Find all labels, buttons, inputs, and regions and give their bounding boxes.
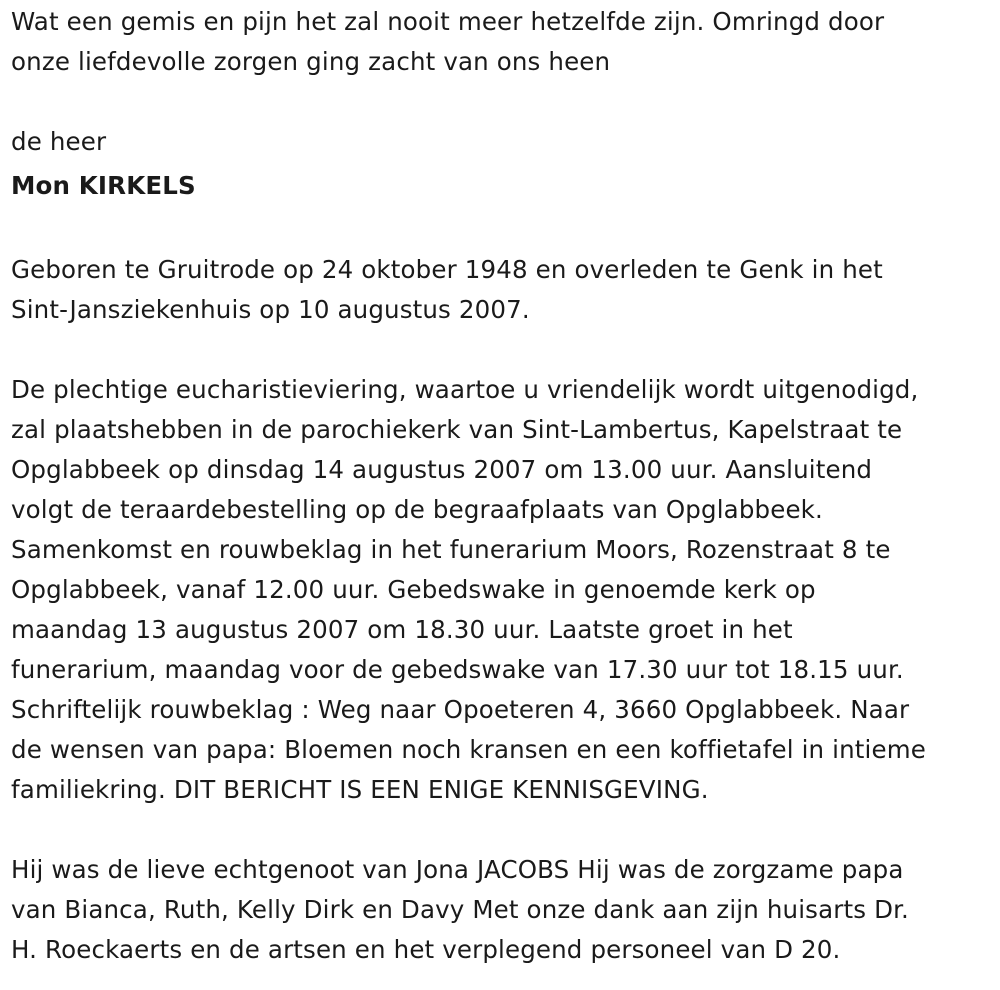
honorific-title: de heer [11, 127, 107, 156]
family-line: van Bianca, Ruth, Kelly Dirk en Davy Met onze dank aan zijn huisarts Dr. [11, 895, 909, 924]
spacer [11, 810, 991, 850]
spacer [11, 210, 991, 250]
ceremony-line: De plechtige eucharistieviering, waartoe u vriendelijk wordt uitgenodigd, [11, 375, 919, 404]
ceremony-line: maandag 13 augustus 2007 om 18.30 uur. Laatste groet in het [11, 615, 793, 644]
ceremony-line: funerarium, maandag voor de gebedswake van 17.30 uur tot 18.15 uur. [11, 655, 904, 684]
ceremony-line: zal plaatshebben in de parochiekerk van Sint-Lambertus, Kapelstraat te [11, 415, 903, 444]
obituary-document [11, 2, 991, 970]
intro-line-2: onze liefdevolle zorgen ging zacht van ons heen [11, 47, 611, 76]
intro-line-1: Wat een gemis en pijn het zal nooit meer hetzelfde zijn. Omringd door [11, 7, 885, 36]
deceased-name: Mon KIRKELS [11, 171, 196, 200]
ceremony-line: Opglabbeek, vanaf 12.00 uur. Gebedswake in genoemde kerk op [11, 575, 816, 604]
spacer [11, 82, 991, 122]
ceremony-line: Opglabbeek op dinsdag 14 augustus 2007 om 13.00 uur. Aansluitend [11, 455, 873, 484]
ceremony-line: familiekring. DIT BERICHT IS EEN ENIGE KENNISGEVING. [11, 775, 709, 804]
ceremony-line: de wensen van papa: Bloemen noch kransen en een koffietafel in intieme [11, 735, 926, 764]
ceremony-line: volgt de teraardebestelling op de begraafplaats van Opglabbeek. [11, 495, 823, 524]
family-line: H. Roeckaerts en de artsen en het verplegend personeel van D 20. [11, 935, 841, 964]
ceremony-line: Samenkomst en rouwbeklag in het funerarium Moors, Rozenstraat 8 te [11, 535, 891, 564]
birth-death-line-1: Geboren te Gruitrode op 24 oktober 1948 en overleden te Genk in het [11, 255, 883, 284]
ceremony-line: Schriftelijk rouwbeklag : Weg naar Opoeteren 4, 3660 Opglabbeek. Naar [11, 695, 910, 724]
birth-death-line-2: Sint-Jansziekenhuis op 10 augustus 2007. [11, 295, 530, 324]
spacer [11, 330, 991, 370]
family-line: Hij was de lieve echtgenoot van Jona JACOBS Hij was de zorgzame papa [11, 855, 904, 884]
